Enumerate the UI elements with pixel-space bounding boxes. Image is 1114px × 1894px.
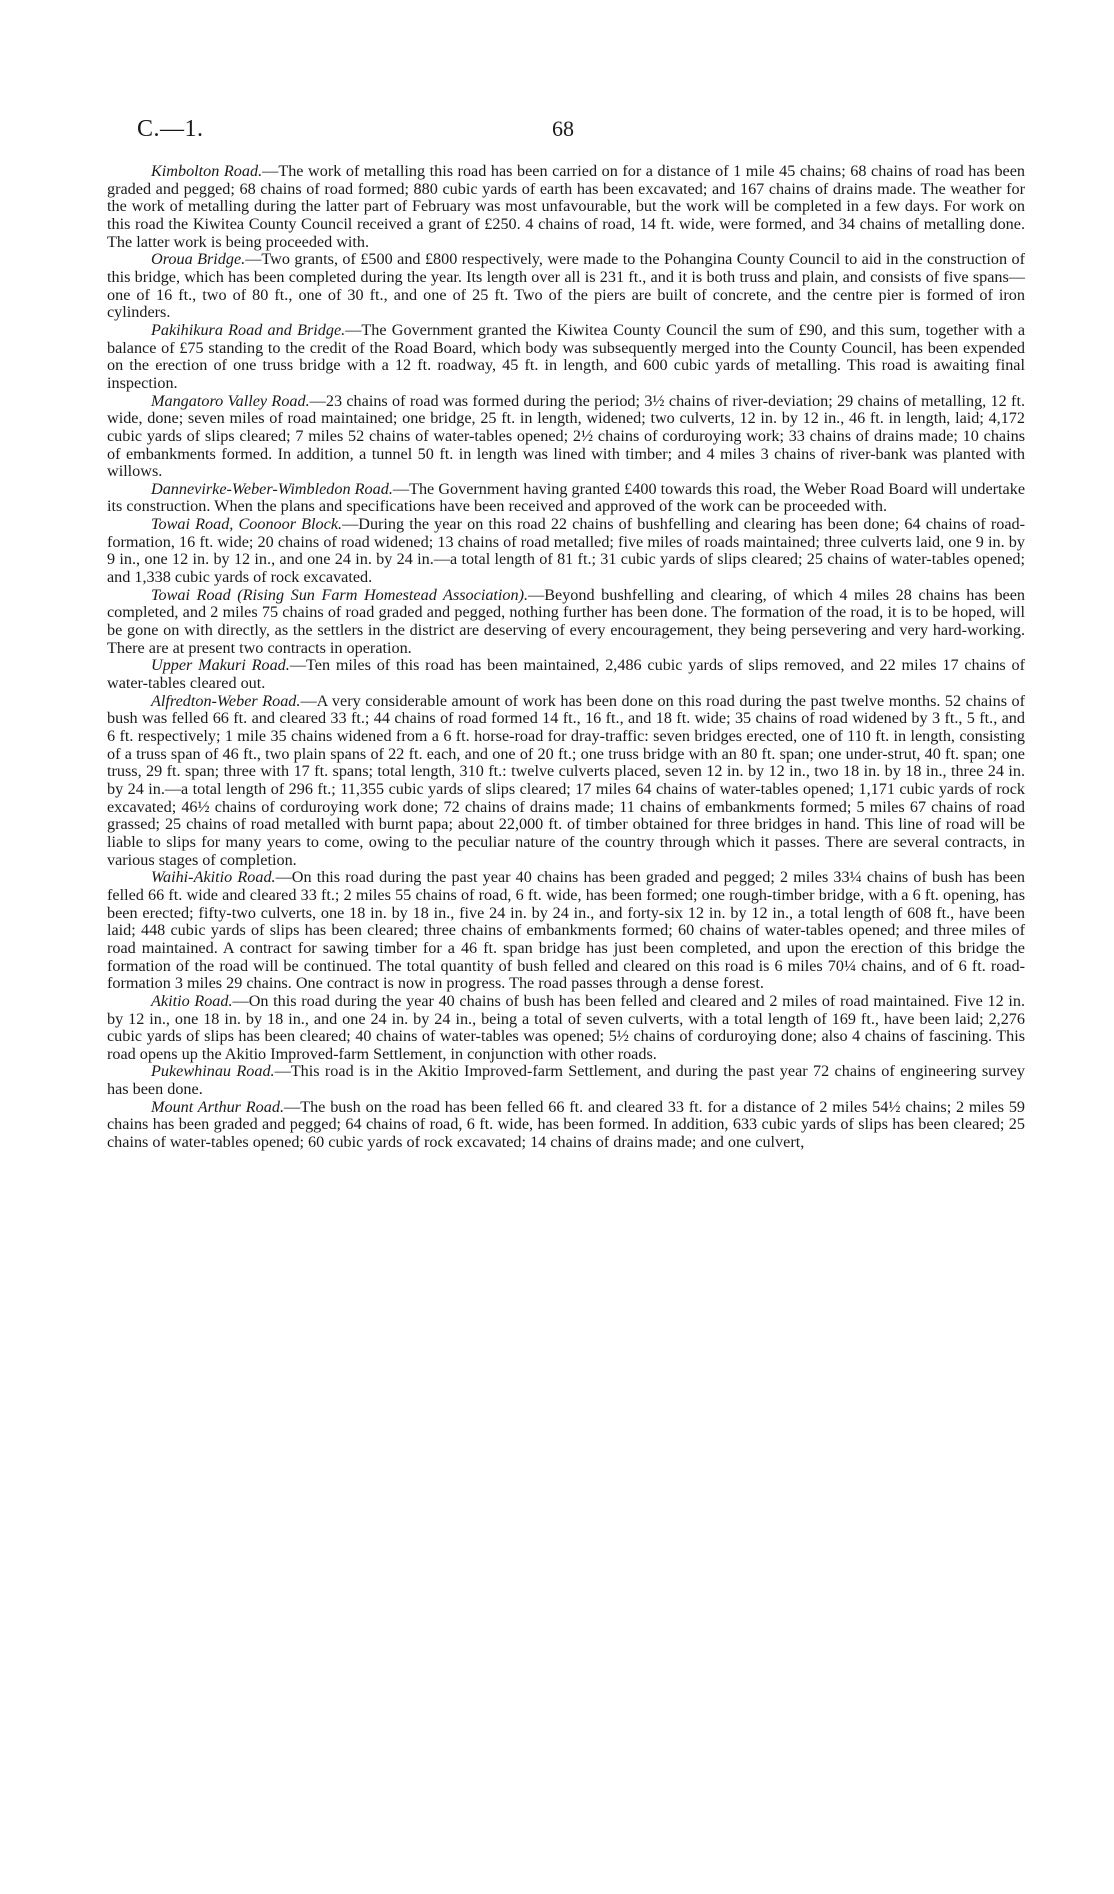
- paragraph-title: Upper Makuri Road.: [151, 656, 290, 675]
- paragraph-title: Dannevirke-Weber-Wimbledon Road.: [151, 479, 393, 498]
- paragraph-text: —During the year on this road 22 chains of bushfelling and clearing has been done; 64 chains of road-formation, 16 ft. wide; 20 chains of road widened; 13 chains of road metalled; five miles of roads maintained; three culverts laid, one 9 in. by 9 in., one 12 in. by 12 in., and one 24 in. by 24 in.—a total length of 81 ft.; 31 cubic yards of slips cleared; 25 chains of water-tables opened; and 1,338 cubic yards of rock excavated.: [107, 515, 1025, 587]
- paragraph-kimbolton-road: [107, 163, 1025, 251]
- paragraph-mount-arthur-road: [107, 1099, 1025, 1152]
- paragraph-akitio-road: [107, 993, 1025, 1064]
- paragraph-text: —The bush on the road has been felled 66 ft. and cleared 33 ft. for a distance of 2 miles 54½ chains; 2 miles 59 chains has been graded and pegged; 64 chains of road, 6 ft. wide, has been formed. In addition, 633 cubic yards of slips has been cleared; 25 chains of water-tables opened; 60 cubic yards of rock excavated; 14 chains of drains made; and one culvert,: [107, 1097, 1026, 1152]
- document-reference: C.—1.: [137, 116, 204, 142]
- paragraph-pukewhinau-road: [107, 1063, 1025, 1098]
- paragraph-text: —23 chains of road was formed during the period; 3½ chains of river-deviation; 29 chains of metalling, 12 ft. wide, done; seven miles of road maintained; one bridge, 25 ft. in length, widened; two culverts, 12 in. by 12 in., 46 ft. in length, laid; 4,172 cubic yards of slips cleared; 7 miles 52 chains of water-tables opened; 2½ chains of corduroying work; 33 chains of drains made; 10 chains of embankments formed. In addition, a tunnel 50 ft. in length was lined with timber; and 4 miles 3 chains of river-bank was planted with willows.: [107, 391, 1025, 481]
- paragraph-text: —The Government granted the Kiwitea County Council the sum of £90, and this sum, together with a balance of £75 standing to the credit of the Road Board, which body was subsequently merged into the County Council, has been expended on the erection of one truss bridge with a 12 ft. roadway, 45 ft. in length, and 600 cubic yards of metalling. This road is awaiting final inspection.: [107, 320, 1026, 392]
- paragraph-upper-makuri-road: [107, 657, 1025, 692]
- paragraph-text: —This road is in the Akitio Improved-farm Settlement, and during the past year 72 chains of engineering survey has been done.: [107, 1062, 1025, 1099]
- paragraph-text: —On this road during the past year 40 chains has been graded and pegged; 2 miles 33¼ chains of bush has been felled 66 ft. wide and cleared 33 ft.; 2 miles 55 chains of road, 6 ft. wide, has been formed; one rough-timber bridge, with a 6 ft. opening, has been erected; fifty-two culverts, one 18 in. by 18 in., five 24 in. by 24 in., and forty-six 12 in. by 12 in., a total length of 608 ft., have been laid; 448 cubic yards of slips has been cleared; three chains of embankments formed; 60 chains of water-tables opened; and three miles of road maintained. A contract for sawing timber for a 46 ft. span bridge has just been completed, and upon the erection of this bridge the formation of the road will be continued. The total quantity of bush felled and cleared on this road is 6 miles 70¼ chains, and of 6 ft. road-formation 3 miles 29 chains. One contract is now in progress. The road passes through a dense forest.: [107, 868, 1025, 993]
- paragraph-title: Pukewhinau Road.: [151, 1062, 275, 1081]
- paragraph-text: —Beyond bushfelling and clearing, of which 4 miles 28 chains has been completed, and 2 miles 75 chains of road graded and pegged, nothing further has been done. The formation of the road, it is to be hoped, will be gone on with directly, as the settlers in the district are deserving of every encouragement, they being persevering and very hard-working. There are at present two contracts in operation.: [107, 585, 1025, 657]
- paragraph-title: Alfredton-Weber Road.: [151, 691, 301, 710]
- paragraph-title: Towai Road (Rising Sun Farm Homestead Association).: [151, 585, 529, 604]
- paragraph-title: Akitio Road.: [151, 991, 233, 1010]
- paragraph-text: —The Government having granted £400 towards this road, the Weber Road Board will undertake its construction. When the plans and specifications have been received and approved of the work can be proceeded with.: [107, 479, 1026, 516]
- paragraph-waihi-akitio-road: [107, 869, 1025, 993]
- paragraph-text: —Ten miles of this road has been maintained, 2,486 cubic yards of slips removed, and 22 miles 17 chains of water-tables cleared out.: [107, 656, 1026, 693]
- paragraph-title: Waihi-Akitio Road.: [151, 868, 276, 887]
- paragraph-dannevirke-road: [107, 481, 1025, 516]
- paragraph-title: Oroua Bridge.: [151, 250, 246, 269]
- body-text: [107, 163, 1025, 1152]
- paragraph-text: —A very considerable amount of work has been done on this road during the past twelve months. 52 chains of bush was felled 66 ft. and cleared 33 ft.; 44 chains of road formed 14 ft., 16 ft., and 18 ft. wide; 35 chains of road widened by 3 ft., 5 ft., and 6 ft. respectively; 1 mile 35 chains widened from a 6 ft. horse-road for dray-traffic: seven bridges erected, one of 110 ft. in length, consisting of a truss span of 46 ft., two plain spans of 22 ft. each, and one of 20 ft.; one truss bridge with an 80 ft. span; one under-strut, 40 ft. span; one truss, 29 ft. span; three with 17 ft. spans; total length, 310 ft.: twelve culverts placed, seven 12 in. by 12 in., two 18 in. by 18 in., three 24 in. by 24 in.—a total length of 296 ft.; 11,355 cubic yards of slips cleared; 17 miles 64 chains of water-tables opened; 1,171 cubic yards of rock excavated; 46½ chains of corduroying work done; 72 chains of drains made; 11 chains of embankments formed; 5 miles 67 chains of road grassed; 25 chains of road metalled with burnt papa; about 22,000 ft. of timber obtained for three bridges in hand. This line of road will be liable to slips for many years to come, owing to the peculiar nature of the country through which it passes. There are several contracts, in various stages of completion.: [107, 691, 1025, 869]
- paragraph-oroua-bridge: [107, 251, 1025, 322]
- paragraph-text: —The work of metalling this road has been carried on for a distance of 1 mile 45 chains; 68 chains of road has been graded and pegged; 68 chains of road formed; 880 cubic yards of earth has been excavated; and 167 chains of drains made. The weather for the work of metalling during the latter part of February was most unfavourable, but the work will be completed in a few days. For work on this road the Kiwitea County Council received a grant of £250. 4 chains of road, 14 ft. wide, were formed, and 34 chains of metalling done. The latter work is being proceeded with.: [107, 162, 1025, 251]
- paragraph-towai-road-coonoor: [107, 516, 1025, 587]
- paragraph-mangatoro-valley-road: [107, 393, 1025, 481]
- paragraph-towai-road-rising-sun: [107, 587, 1025, 658]
- page-header: [137, 116, 1017, 146]
- paragraph-text: —Two grants, of £500 and £800 respectively, were made to the Pohangina County Council to aid in the construction of this bridge, which has been completed during the year. Its length over all is 231 ft., and it is both truss and plain, and consists of five spans—one of 16 ft., two of 80 ft., one of 30 ft., and one of 25 ft. Two of the piers are built of concrete, and the centre pier is formed of iron cylinders.: [107, 250, 1026, 322]
- paragraph-text: —On this road during the year 40 chains of bush has been felled and cleared and 2 miles of road maintained. Five 12 in. by 12 in., one 18 in. by 18 in., and one 24 in. by 24 in., being a total of seven culverts, with a total length of 169 ft., have been laid; 2,276 cubic yards of slips has been cleared; 40 chains of water-tables was opened; 5½ chains of corduroying done; also 4 chains of fascining. This road opens up the Akitio Improved-farm Settlement, in conjunction with other roads.: [107, 991, 1025, 1063]
- page-number: 68: [552, 116, 574, 141]
- paragraph-alfredton-weber-road: [107, 693, 1025, 870]
- paragraph-title: Mangatoro Valley Road.: [151, 391, 310, 410]
- paragraph-pakihikura-road: [107, 322, 1025, 393]
- paragraph-title: Mount Arthur Road.: [151, 1097, 285, 1116]
- paragraph-title: Kimbolton Road.: [151, 162, 263, 180]
- paragraph-title: Pakihikura Road and Bridge.: [151, 320, 346, 339]
- paragraph-title: Towai Road, Coonoor Block.: [151, 515, 343, 534]
